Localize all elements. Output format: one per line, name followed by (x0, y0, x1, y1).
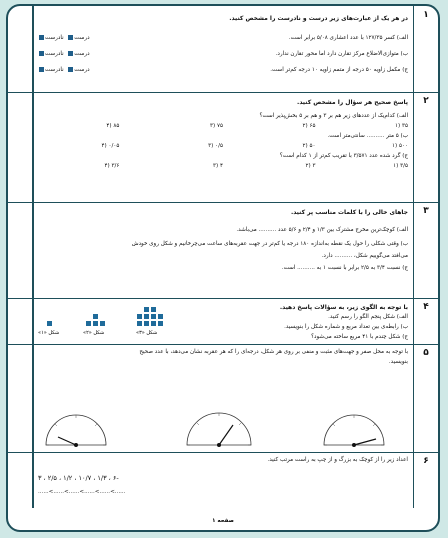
true-label: درست (74, 35, 90, 41)
option[interactable]: ۰/۰۵ (۴ (101, 143, 120, 149)
option[interactable]: ۳ (۲ (305, 163, 316, 169)
false-label: نادرست (45, 51, 64, 57)
pattern-square (143, 313, 150, 320)
part-b-line-2: می‌افتد می‌گوییم شکل، .......... دارد. (321, 253, 408, 259)
question-title: جاهای خالی را با کلمات مناسب پر کنید. (290, 209, 408, 216)
question-6 (8, 452, 438, 520)
part-c: ج) نسبت ۳/۴ به ۲/۵ برابر با نسبت ۱ به .......... است. (281, 265, 408, 271)
option[interactable]: ۵۰۰ (۱ (392, 143, 408, 149)
question-5 (8, 344, 438, 453)
shape-1-label: شکل «۱» (38, 330, 60, 336)
question-number: ۲ (423, 96, 429, 106)
question-title: با توجه به الگوی زیر، به سؤالات پاسخ دهید. (279, 304, 408, 311)
question-number: ۴ (423, 302, 429, 312)
instruction-line-1: با توجه به محل صفر و جهت‌های مثبت و منفی بر روی هر شکل، درجه‌ای را که هر عقربه نشان می‌دهد، با عدد صحیح (139, 349, 408, 355)
pattern-square (46, 320, 53, 327)
shape-3-label: شکل «۳» (136, 330, 158, 336)
option[interactable]: ۳/۶ (۴ (104, 163, 120, 169)
false-checkbox-a[interactable] (39, 35, 44, 40)
false-checkbox-b[interactable] (39, 51, 44, 56)
question-number: ۱ (423, 10, 429, 20)
part-c: ج) شکل چندم با ۴۱ مربع ساخته می‌شود؟ (311, 334, 408, 340)
false-label: نادرست (45, 35, 64, 41)
question-2 (8, 92, 438, 203)
part-b: ب) ۵ متر .......... سانتی‌متر است. (327, 133, 408, 139)
options-c (38, 162, 408, 172)
pattern-square (99, 320, 106, 327)
option[interactable]: ۰/۵ (۳ (208, 143, 223, 149)
page-footer: صفحه ۱ (212, 518, 234, 524)
question-1 (8, 6, 438, 93)
statement-b: ب) متوازی‌الاضلاع مرکز تقارن دارد اما محور تقارن ندارد. (275, 51, 408, 57)
pattern-square (150, 320, 157, 327)
protractor-gauges (44, 400, 404, 450)
option[interactable]: ۳/۵ (۱ (393, 163, 408, 169)
question-title: اعداد زیر را از کوچک به بزرگ و از چپ به راست مرتب کنید. (267, 457, 408, 463)
answer-blanks[interactable]: ......<......<......<......<......<...... (38, 489, 126, 495)
option[interactable]: ۶۵ (۲ (302, 123, 316, 129)
instruction-line-2: بنویسید. (388, 359, 408, 365)
question-title: پاسخ صحیح هر سؤال را مشخص کنید. (297, 99, 408, 106)
statement-a: الف) کسر ۱۲۷/۳۵ با عدد اعشاری ۵/۰۸ برابر است. (288, 35, 408, 41)
shape-2-label: شکل «۲» (83, 330, 105, 336)
option[interactable]: ۳۵ (۱ (395, 123, 408, 129)
question-3 (8, 202, 438, 299)
option[interactable]: ۵۰ (۲ (302, 143, 316, 149)
part-a: الف) شکل پنجم الگو را رسم کنید. (328, 314, 408, 320)
pattern-square (143, 320, 150, 327)
pattern-square (92, 313, 99, 320)
numbers-list: ۳ ، ۲/۵ ، ۱/۲ ، ۱۰/۷ ، ۱/۳ ، ۶- (38, 474, 119, 482)
true-checkbox-a[interactable] (68, 35, 73, 40)
part-b-line-1: ب) وقتی شکلی را حول یک نقطه به‌اندازه ۱۸۰ درجه یا کم‌تر در جهت عقربه‌های ساعت می‌چرخانیم و شکل روی خودش (131, 241, 408, 247)
true-label: درست (74, 51, 90, 57)
part-b: ب) رابطه‌ی بین تعداد مربع و شماره شکل را بنویسید. (284, 324, 408, 330)
option[interactable]: ۸۵ (۴ (106, 123, 120, 129)
question-title: در هر یک از عبارت‌های زیر درست و نادرست را مشخص کنید. (229, 15, 408, 22)
question-number: ۵ (423, 348, 429, 358)
pattern-square (150, 306, 157, 313)
pattern-square (85, 320, 92, 327)
gauge-2 (187, 413, 251, 447)
part-a: الف) کوچک‌ترین مخرج مشترک بین ۱/۳ و ۲/۴ و ۵/۶ عدد .......... می‌باشد. (236, 227, 408, 233)
pattern-square (136, 313, 143, 320)
false-label: نادرست (45, 67, 64, 73)
pattern-square (143, 306, 150, 313)
option[interactable]: ۴ (۳ (213, 163, 223, 169)
false-checkbox-c[interactable] (39, 67, 44, 72)
statement-c: ج) مکمل زاویه ۵۰ درجه از متمم زاویه ۱۰ درجه کم‌تر است. (270, 67, 408, 73)
true-label: درست (74, 67, 90, 73)
gauge-3 (324, 415, 384, 447)
gauge-1 (46, 415, 106, 447)
pattern-square (136, 320, 143, 327)
worksheet-page (6, 4, 440, 532)
pattern-square (150, 313, 157, 320)
question-4 (8, 298, 438, 345)
true-checkbox-b[interactable] (68, 51, 73, 56)
question-number: ۳ (423, 206, 429, 216)
part-a: الف) کدام‌یک از عددهای زیر هم بر ۳ و هم بر ۵ بخش‌پذیر است؟ (259, 113, 408, 119)
question-number: ۶ (423, 456, 429, 466)
options-b (38, 142, 408, 152)
part-c: ج) گرد شده عدد ۳/۵۷۱ با تقریب کم‌تر از ۱ کدام است؟ (279, 153, 408, 159)
pattern-square (157, 320, 164, 327)
pattern-square (92, 320, 99, 327)
options-a (38, 122, 408, 132)
pattern-square (157, 313, 164, 320)
option[interactable]: ۷۵ (۳ (210, 123, 223, 129)
square-pattern (38, 302, 208, 340)
true-checkbox-c[interactable] (68, 67, 73, 72)
